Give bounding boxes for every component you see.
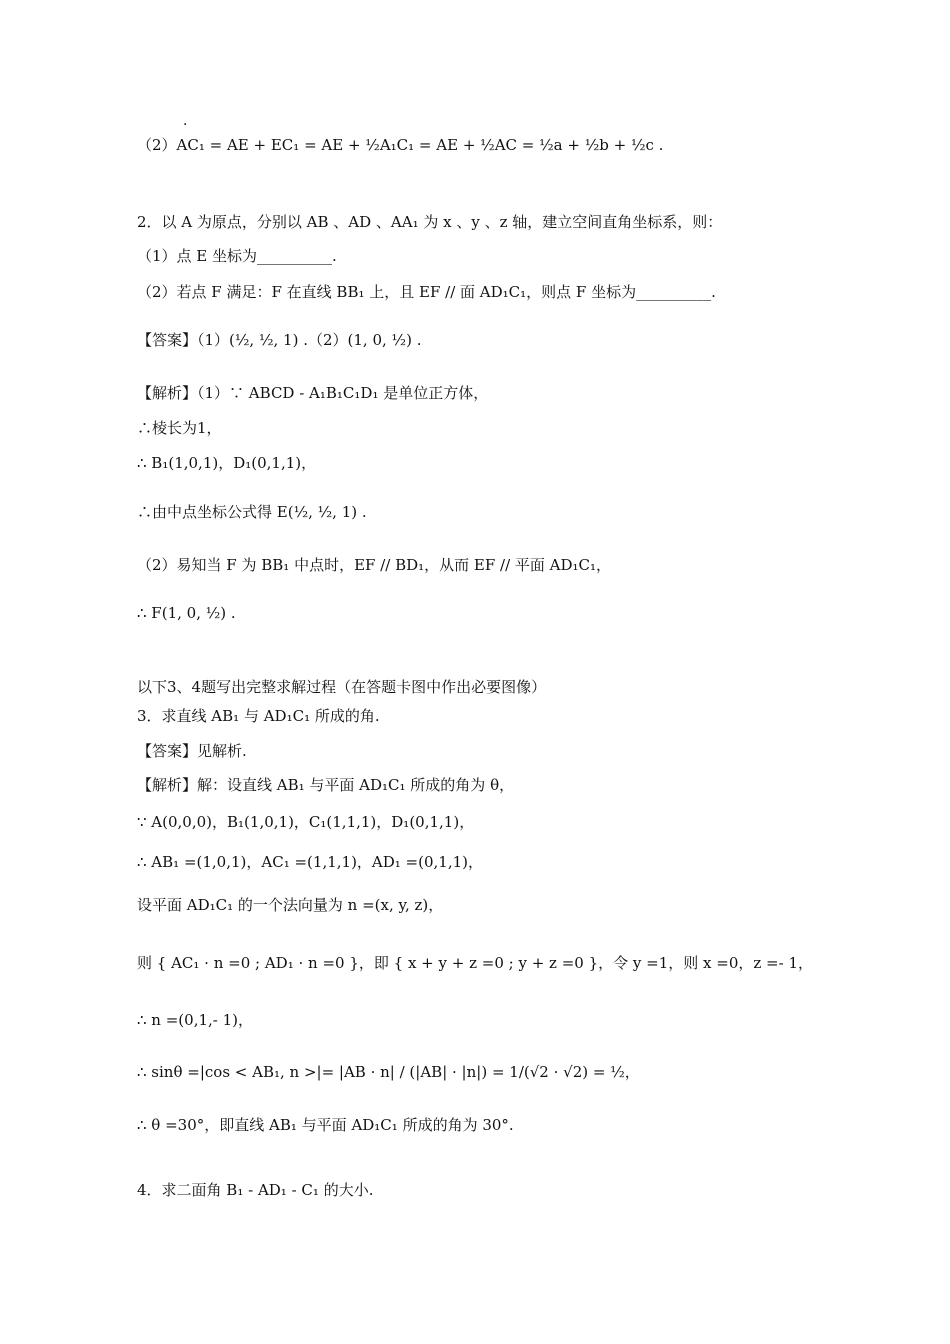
text-line-q2-sol-5: （2）易知当 F 为 BB₁ 中点时，EF // BD₁，从而 EF // 平面 AD₁C₁， (137, 556, 612, 574)
text-line-q2-sol-1: 【解析】（1）∵ ABCD - A₁B₁C₁D₁ 是单位正方体， (137, 384, 489, 402)
text-line-q1-part2-eq: （2）AC₁ = AE + EC₁ = AE + ½A₁C₁ = AE + ½AC = ½a + ½b + ½c . (137, 136, 664, 154)
text-line-q2-answer: 【答案】（1）(½, ½, 1) .（2）(1, 0, ½) . (137, 331, 422, 349)
text-line-q2-sol-2: ∴棱长为1， (137, 419, 222, 437)
text-line-note-34: 以下3、4题写出完整求解过程（在答题卡图中作出必要图像） (137, 678, 547, 696)
text-line-q3-stem: 3．求直线 AB₁ 与 AD₁C₁ 所成的角. (137, 707, 380, 725)
text-line-q2-p2: （2）若点 F 满足：F 在直线 BB₁ 上，且 EF // 面 AD₁C₁，则点 F 坐标为__________. (137, 283, 716, 301)
text-line-q2-sol-4: ∴由中点坐标公式得 E(½, ½, 1) . (137, 503, 367, 521)
stray-dot-mark: · (183, 117, 188, 133)
text-line-q3-answer: 【答案】见解析. (137, 742, 247, 760)
text-line-q3-sol-3: ∴ AB₁ =(1,0,1)，AC₁ =(1,1,1)，AD₁ =(0,1,1)， (137, 853, 483, 871)
text-line-q3-sol-4: 设平面 AD₁C₁ 的一个法向量为 n =(x, y, z)， (137, 896, 444, 914)
text-line-q2-sol-6: ∴ F(1, 0, ½) . (137, 604, 236, 622)
text-line-q3-sol-5: 则 { AC₁ · n =0 ; AD₁ · n =0 }，即 { x + y + z =0 ; y + z =0 }，令 y =1，则 x =0，z =- 1， (137, 954, 813, 972)
text-line-q4-stem: 4．求二面角 B₁ - AD₁ - C₁ 的大小. (137, 1181, 374, 1199)
text-line-q2-p1: （1）点 E 坐标为__________. (137, 247, 337, 265)
text-line-q2-sol-3: ∴ B₁(1,0,1)，D₁(0,1,1)， (137, 454, 317, 472)
text-line-q3-sol-7: ∴ sinθ =|cos < AB₁, n >|= |AB · n| / (|AB| · |n|) = 1/(√2 · √2) = ½， (137, 1063, 640, 1081)
text-line-q3-sol-2: ∵ A(0,0,0)，B₁(1,0,1)，C₁(1,1,1)，D₁(0,1,1)， (137, 813, 475, 831)
text-line-q2-stem: 2．以 A 为原点，分别以 AB 、AD 、AA₁ 为 x 、y 、z 轴，建立空间直角坐标系，则： (137, 213, 723, 231)
text-line-q3-sol-8: ∴ θ =30°，即直线 AB₁ 与平面 AD₁C₁ 所成的角为 30°. (137, 1116, 514, 1134)
text-line-q3-sol-1: 【解析】解：设直线 AB₁ 与平面 AD₁C₁ 所成的角为 θ， (137, 776, 515, 794)
text-line-q3-sol-6: ∴ n =(0,1,- 1)， (137, 1011, 254, 1029)
